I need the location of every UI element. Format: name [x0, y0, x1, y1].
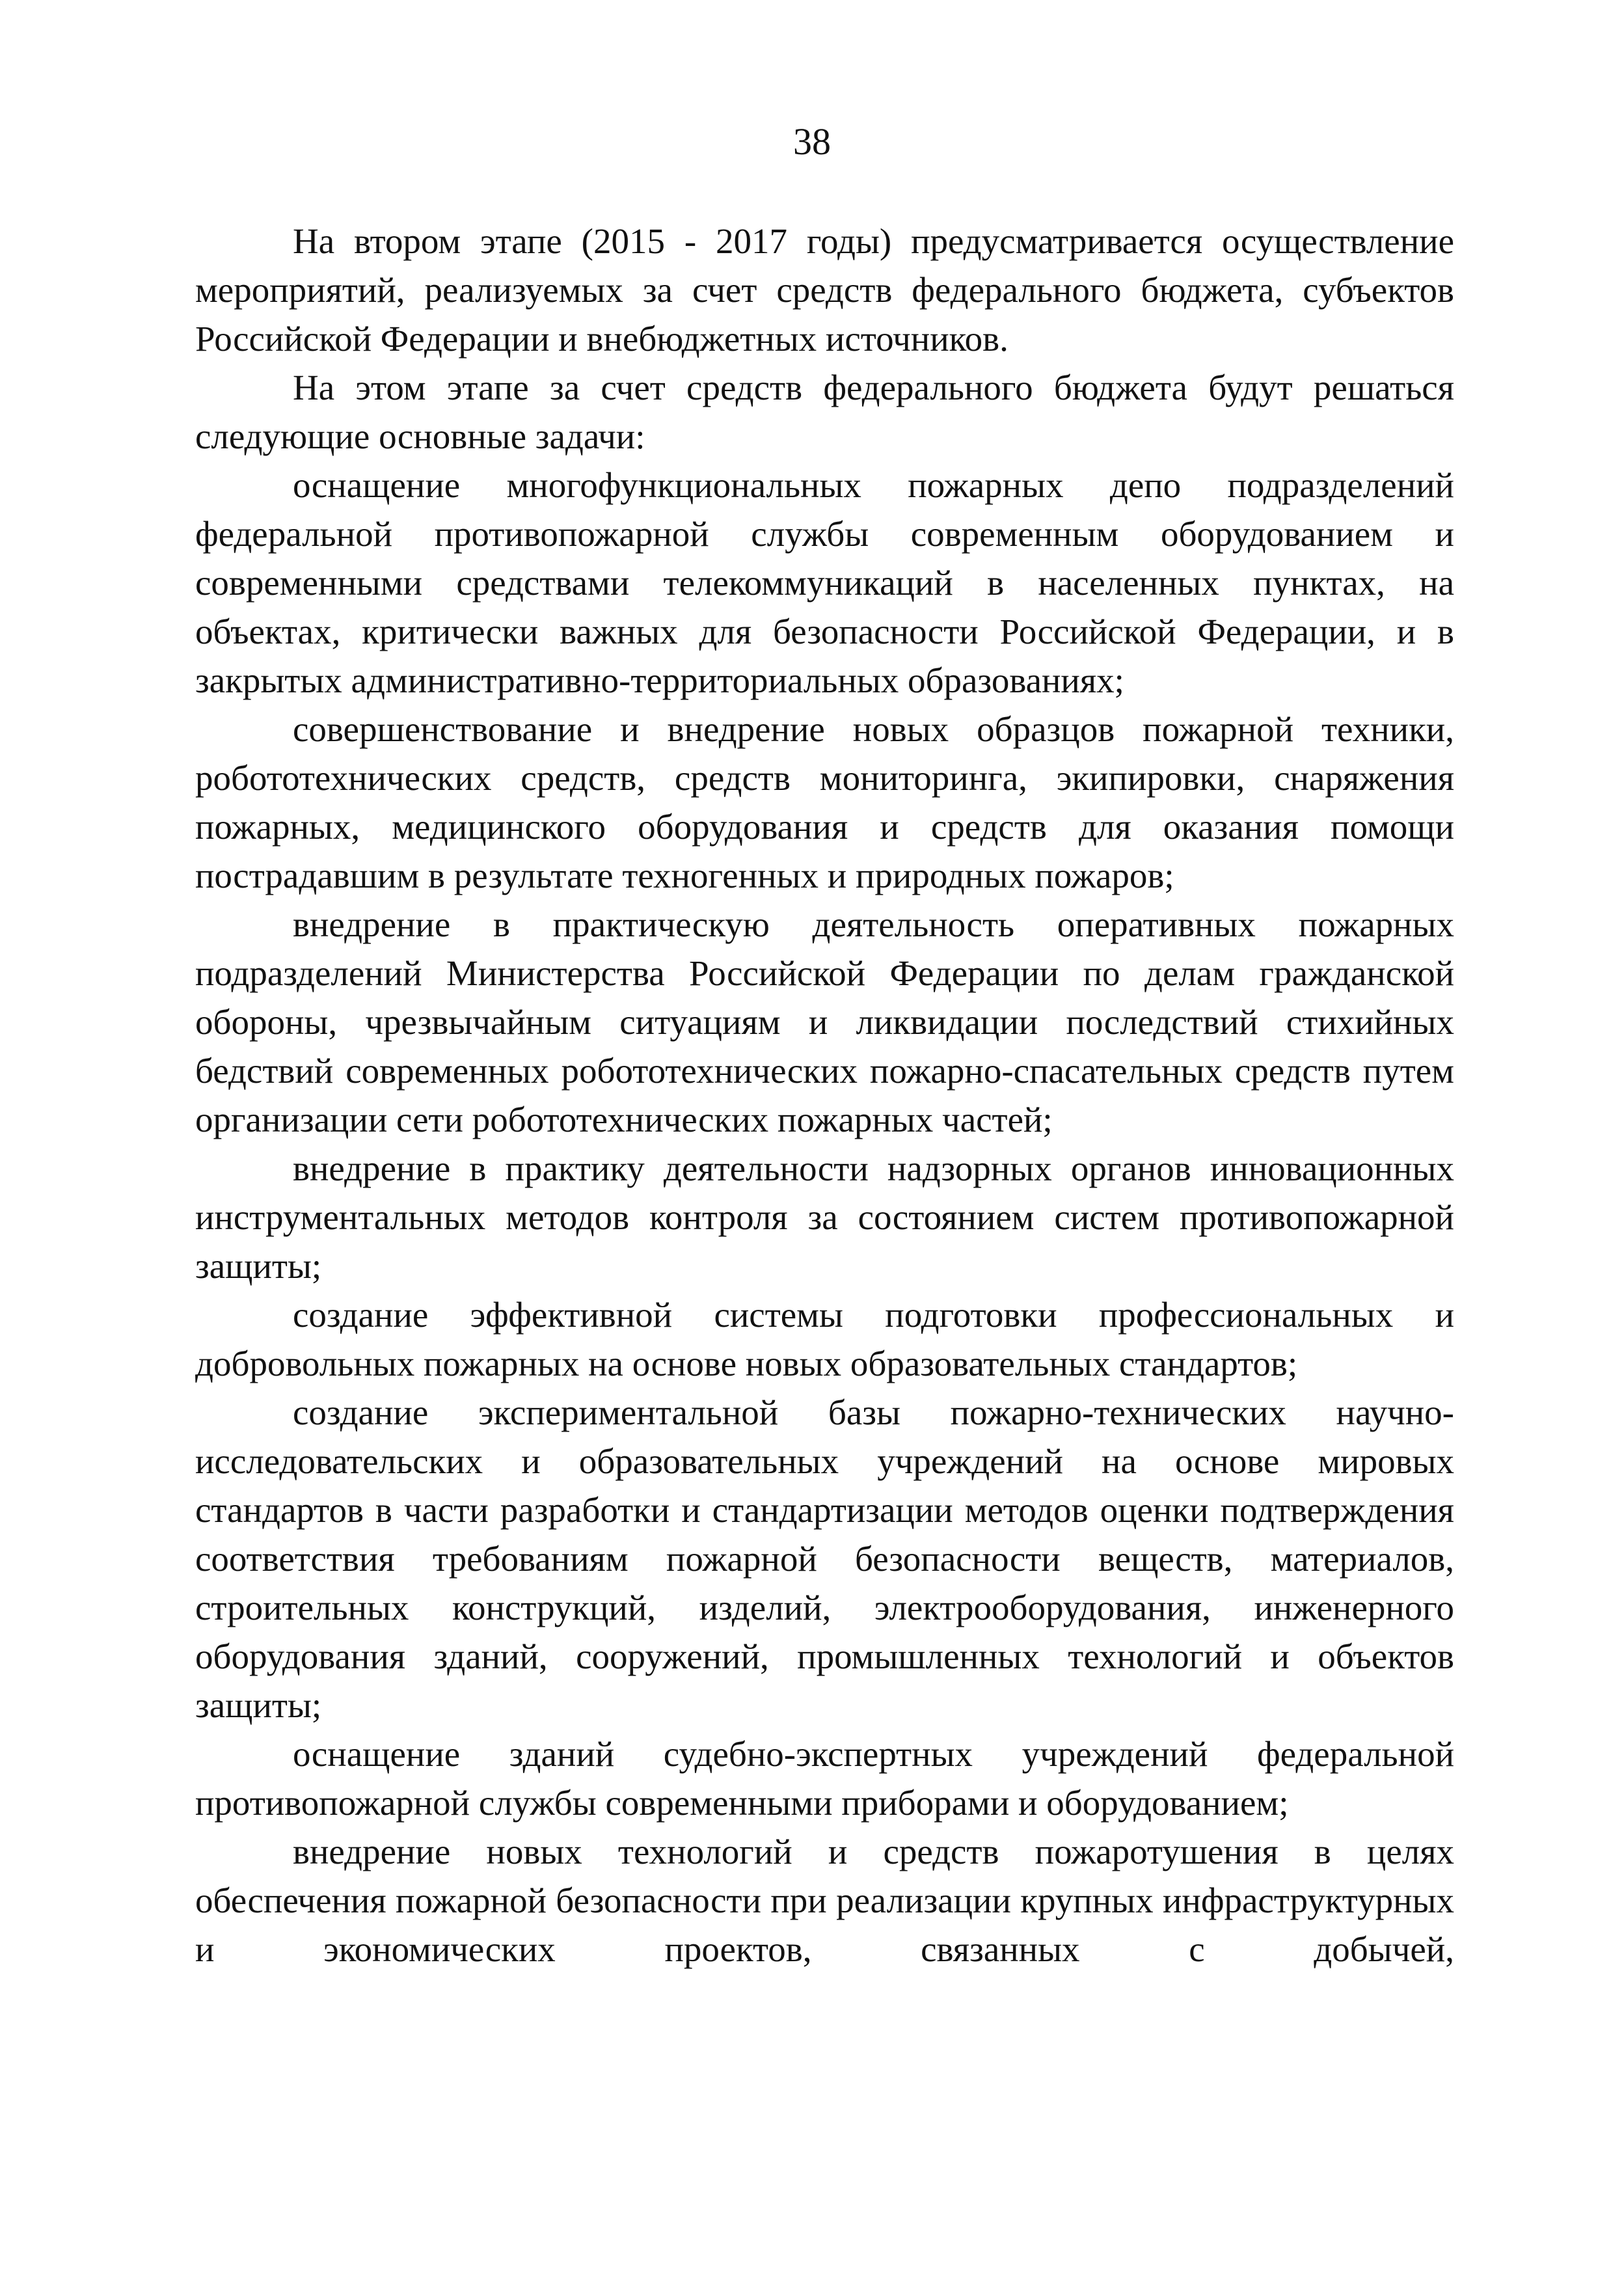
paragraph-tasks-intro: На этом этапе за счет средств федерального бюджета будут решаться следующие основные задачи: [195, 368, 1454, 456]
paragraph-experimental-base: создание экспериментальной базы пожарно-технических научно-исследовательских и образовательных учреждений на основе мировых стандартов в части разработки и стандартизации методов оценки подтверждения соответствия требованиям пожарной безопасности веществ, материалов, строительных конструкций, изделий, электрооборудования, инженерного оборудования зданий, сооружений, промышленных технологий и объектов защиты; [195, 1392, 1454, 1725]
document-body [195, 217, 1454, 1974]
paragraph-fire-equipment-improvement: совершенствование и внедрение новых образцов пожарной техники, робототехнических средств, средств мониторинга, экипировки, снаряжения пожарных, медицинского оборудования и средств для оказания помощи пострадавшим в результате техногенных и природных пожаров; [195, 709, 1454, 895]
paragraph-training-system: создание эффективной системы подготовки профессиональных и добровольных пожарных на основе новых образовательных стандартов; [195, 1295, 1454, 1383]
paragraph-second-stage-intro: На втором этапе (2015 - 2017 годы) предусматривается осуществление мероприятий, реализуемых за счет средств федерального бюджета, субъектов Российской Федерации и внебюджетных источников. [195, 221, 1454, 359]
paragraph-supervision-methods: внедрение в практику деятельности надзорных органов инновационных инструментальных методов контроля за состоянием систем противопожарной защиты; [195, 1148, 1454, 1286]
paragraph-robotic-units: внедрение в практическую деятельность оперативных пожарных подразделений Министерства Российской Федерации по делам гражданской обороны, чрезвычайным ситуациям и ликвидации последствий стихийных бедствий современных робототехнических пожарно-спасательных средств путем организации сети робототехнических пожарных частей; [195, 904, 1454, 1139]
paragraph-new-technologies: внедрение новых технологий и средств пожаротушения в целях обеспечения пожарной безопасности при реализации крупных инфраструктурных и экономических проектов, связанных с добычей, [195, 1832, 1454, 1969]
paragraph-forensic-institutions: оснащение зданий судебно-экспертных учреждений федеральной противопожарной службы современными приборами и оборудованием; [195, 1734, 1454, 1823]
paragraph-fire-depot-equipment: оснащение многофункциональных пожарных депо подразделений федеральной противопожарной службы современным оборудованием и современными средствами телекоммуникаций в населенных пунктах, на объектах, критически важных для безопасности Российской Федерации, и в закрытых административно-территориальных образованиях; [195, 465, 1454, 700]
page-number: 38 [793, 120, 831, 163]
